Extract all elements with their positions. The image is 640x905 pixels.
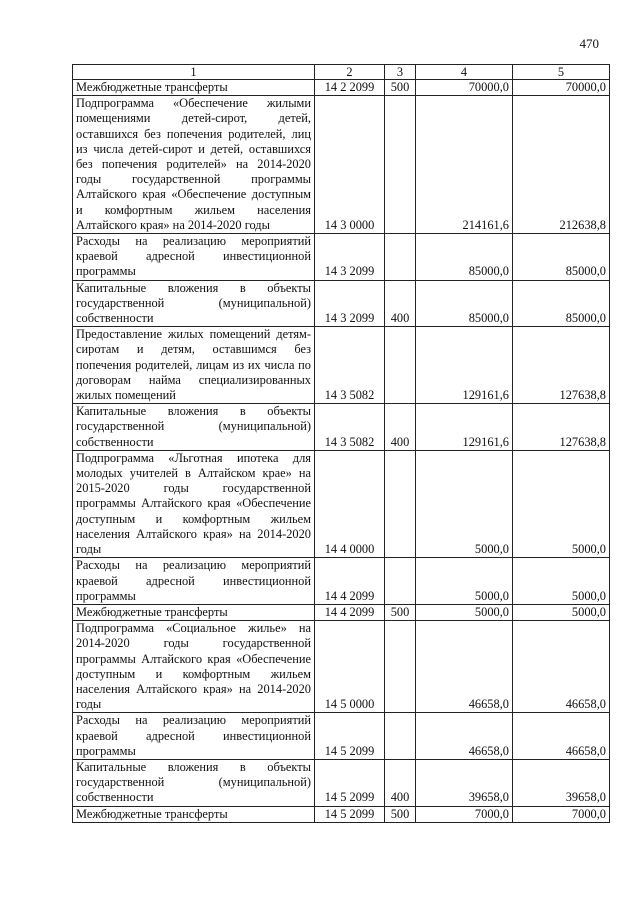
item-name-cell: Межбюджетные трансферты [73, 80, 315, 96]
amount-year-1-cell: 39658,0 [416, 759, 513, 806]
table-row [73, 280, 610, 327]
expense-type-cell [385, 621, 416, 713]
budget-table [72, 64, 610, 823]
item-name-cell: Межбюджетные трансферты [73, 604, 315, 620]
target-code-cell: 14 4 2099 [315, 604, 385, 620]
expense-type-cell: 500 [385, 604, 416, 620]
target-code-cell: 14 3 0000 [315, 96, 385, 234]
amount-year-2-cell: 7000,0 [513, 806, 610, 822]
amount-year-2-cell: 85000,0 [513, 234, 610, 281]
target-code-cell: 14 2 2099 [315, 80, 385, 96]
expense-type-cell: 500 [385, 80, 416, 96]
amount-year-2-cell: 85000,0 [513, 280, 610, 327]
column-number-row [73, 65, 610, 80]
column-number: 3 [385, 65, 416, 80]
item-name-cell: Капитальные вложения в объекты государственной (муниципальной) собственности [73, 759, 315, 806]
item-name-cell: Расходы на реализацию мероприятий краевой адресной инвестиционной программы [73, 713, 315, 760]
expense-type-cell: 400 [385, 280, 416, 327]
column-number: 1 [73, 65, 315, 80]
table-row [73, 558, 610, 605]
target-code-cell: 14 5 2099 [315, 713, 385, 760]
table-row [73, 404, 610, 451]
amount-year-1-cell: 129161,6 [416, 327, 513, 404]
table-row [73, 450, 610, 557]
item-name-cell: Расходы на реализацию мероприятий краевой адресной инвестиционной программы [73, 558, 315, 605]
target-code-cell: 14 5 2099 [315, 759, 385, 806]
expense-type-cell [385, 96, 416, 234]
amount-year-1-cell: 7000,0 [416, 806, 513, 822]
item-name-cell: Подпрограмма «Льготная ипотека для молодых учителей в Алтайском крае» на 2015-2020 годы государственной программы Алтайского края «Обеспечение доступным и комфортным жильем населения Алтайского края» на 2014-2020 годы [73, 450, 315, 557]
expense-type-cell [385, 234, 416, 281]
table-row [73, 806, 610, 822]
expense-type-cell [385, 558, 416, 605]
table-row [73, 96, 610, 234]
amount-year-1-cell: 5000,0 [416, 604, 513, 620]
amount-year-1-cell: 85000,0 [416, 280, 513, 327]
item-name-cell: Межбюджетные трансферты [73, 806, 315, 822]
expense-type-cell [385, 713, 416, 760]
amount-year-2-cell: 127638,8 [513, 404, 610, 451]
amount-year-2-cell: 127638,8 [513, 327, 610, 404]
expense-type-cell: 400 [385, 759, 416, 806]
item-name-cell: Расходы на реализацию мероприятий краевой адресной инвестиционной программы [73, 234, 315, 281]
expense-type-cell: 400 [385, 404, 416, 451]
amount-year-2-cell: 46658,0 [513, 621, 610, 713]
table-row [73, 327, 610, 404]
amount-year-1-cell: 46658,0 [416, 621, 513, 713]
budget-table-body [73, 65, 610, 823]
column-number: 5 [513, 65, 610, 80]
amount-year-1-cell: 70000,0 [416, 80, 513, 96]
target-code-cell: 14 5 0000 [315, 621, 385, 713]
table-row [73, 621, 610, 713]
expense-type-cell [385, 450, 416, 557]
item-name-cell: Капитальные вложения в объекты государственной (муниципальной) собственности [73, 280, 315, 327]
amount-year-1-cell: 214161,6 [416, 96, 513, 234]
table-row [73, 80, 610, 96]
target-code-cell: 14 3 2099 [315, 280, 385, 327]
table-row [73, 234, 610, 281]
page-number: 470 [579, 36, 599, 51]
expense-type-cell [385, 327, 416, 404]
target-code-cell: 14 5 2099 [315, 806, 385, 822]
amount-year-1-cell: 46658,0 [416, 713, 513, 760]
item-name-cell: Подпрограмма «Обеспечение жилыми помещениями детей-сирот, детей, оставшихся без попечения родителей, лиц из числа детей-сирот и детей, оставшихся без попечения родителей» на 2014-2020 годы государственной программы Алтайского края «Обеспечение доступным и комфортным жильем населения Алтайского края» на 2014-2020 годы [73, 96, 315, 234]
amount-year-2-cell: 212638,8 [513, 96, 610, 234]
table-row [73, 604, 610, 620]
target-code-cell: 14 3 2099 [315, 234, 385, 281]
amount-year-1-cell: 5000,0 [416, 450, 513, 557]
column-number: 4 [416, 65, 513, 80]
amount-year-2-cell: 5000,0 [513, 604, 610, 620]
amount-year-1-cell: 5000,0 [416, 558, 513, 605]
amount-year-2-cell: 39658,0 [513, 759, 610, 806]
amount-year-2-cell: 5000,0 [513, 558, 610, 605]
amount-year-2-cell: 70000,0 [513, 80, 610, 96]
amount-year-2-cell: 46658,0 [513, 713, 610, 760]
column-number: 2 [315, 65, 385, 80]
table-row [73, 759, 610, 806]
table-row [73, 713, 610, 760]
target-code-cell: 14 3 5082 [315, 404, 385, 451]
target-code-cell: 14 4 2099 [315, 558, 385, 605]
item-name-cell: Предоставление жилых помещений детям-сиротам и детям, оставшимся без попечения родителей, лицам из их числа по договорам найма специализированных жилых помещений [73, 327, 315, 404]
item-name-cell: Подпрограмма «Социальное жилье» на 2014-2020 годы государственной программы Алтайского края «Обеспечение доступным и комфортным жильем населения Алтайского края» на 2014-2020 годы [73, 621, 315, 713]
expense-type-cell: 500 [385, 806, 416, 822]
target-code-cell: 14 3 5082 [315, 327, 385, 404]
amount-year-1-cell: 129161,6 [416, 404, 513, 451]
amount-year-2-cell: 5000,0 [513, 450, 610, 557]
amount-year-1-cell: 85000,0 [416, 234, 513, 281]
target-code-cell: 14 4 0000 [315, 450, 385, 557]
item-name-cell: Капитальные вложения в объекты государственной (муниципальной) собственности [73, 404, 315, 451]
